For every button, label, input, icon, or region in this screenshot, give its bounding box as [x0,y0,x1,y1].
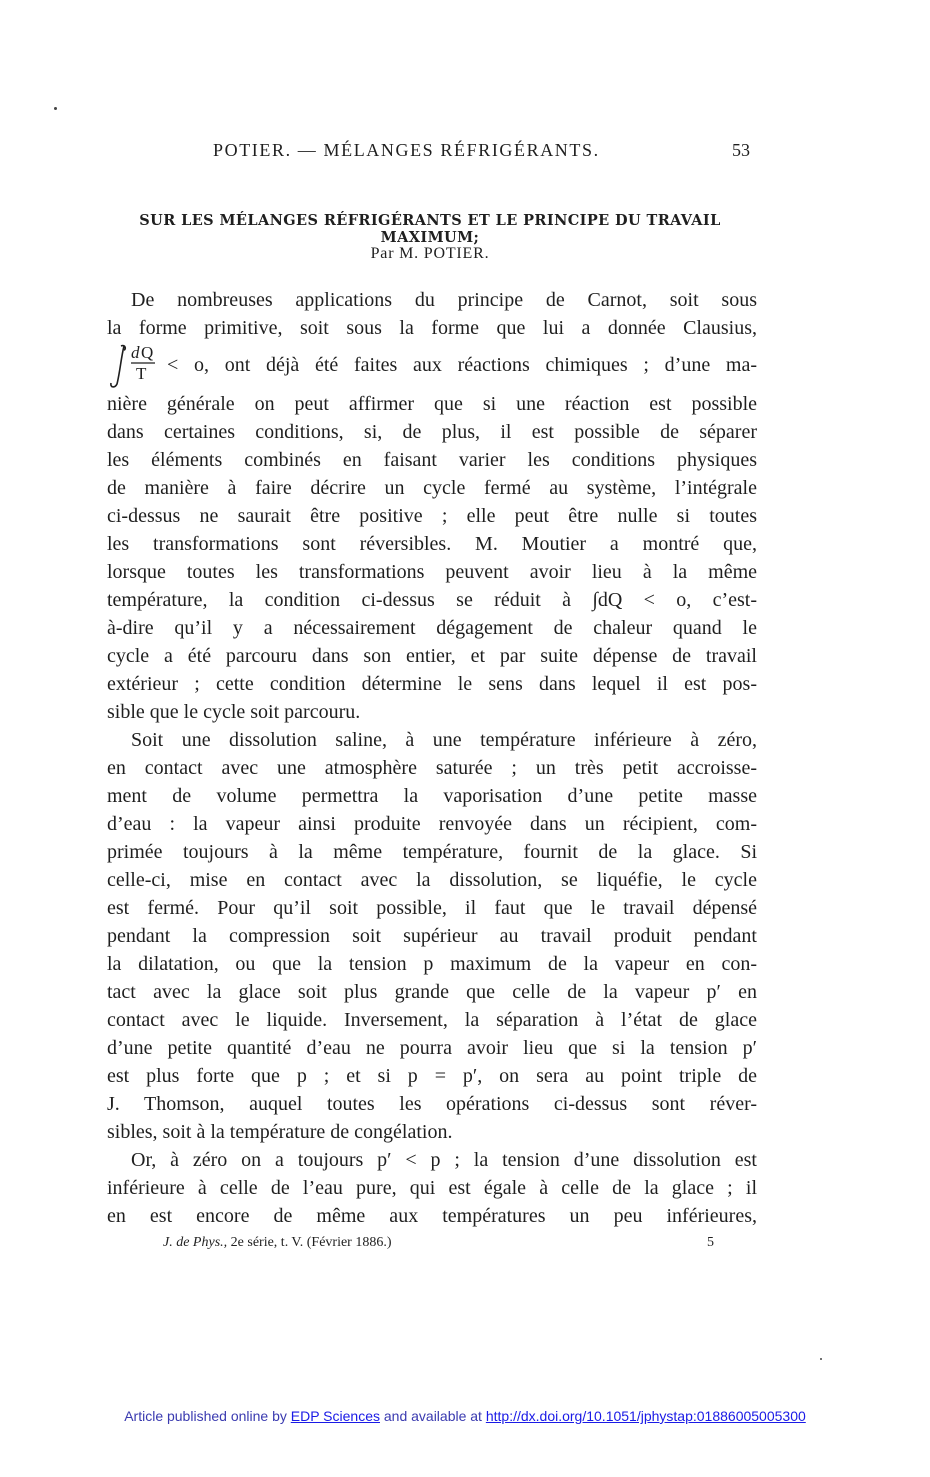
body-line: la dilatation, ou que la tension p maximum de la vapeur en con- [107,953,757,975]
body-line: sibles, soit à la température de congélation. [107,1121,453,1143]
body-line: celle-ci, mise en contact avec la dissolution, se liquéfie, le cycle [107,869,757,891]
body-line: à-dire qu’il y a nécessairement dégagement de chaleur quand le [107,617,757,639]
svg-text:T: T [136,364,147,383]
body-line: ci-dessus ne saurait être positive ; elle peut être nulle si toutes [107,505,757,527]
banner-prefix: Article published online by [124,1408,287,1424]
scan-speck [820,1358,822,1360]
publisher-link[interactable]: EDP Sciences [290,1408,380,1424]
body-line: est plus forte que p ; et si p = p′, on sera au point triple de [107,1065,757,1087]
body-line: les transformations sont réversibles. M. Moutier a montré que, [107,533,757,555]
body-line: inférieure à celle de l’eau pure, qui est égale à celle de la glace ; il [107,1177,757,1199]
page-number: 53 [732,140,750,160]
body-line: primée toujours à la même température, fournit de la glace. Si [107,841,757,863]
article-title: SUR LES MÉLANGES RÉFRIGÉRANTS ET LE PRINCIPE DU TRAVAIL MAXIMUM; [139,212,721,246]
running-head: POTIER. — MÉLANGES RÉFRIGÉRANTS. [213,140,600,160]
journal-footnote [163,1235,392,1251]
body-line: nière générale on peut affirmer que si une réaction est possible [107,393,757,415]
body-line: contact avec le liquide. Inversement, la séparation à l’état de glace [107,1009,757,1031]
body-line: ment de volume permettra la vaporisation d’une petite masse [107,785,757,807]
body-line: les éléments combinés en faisant varier les conditions physiques [107,449,757,471]
body-line: d’eau : la vapeur ainsi produite renvoyée dans un récipient, com- [107,813,757,835]
body-line: cycle a été parcouru dans son entier, et par suite dépense de travail [107,645,757,667]
body-line: Soit une dissolution saline, à une température inférieure à zéro, [131,729,757,751]
scan-speck [54,107,57,110]
doi-link[interactable]: http://dx.doi.org/10.1051/jphystap:01886005005300 [485,1408,806,1424]
body-line: de manière à faire décrire un cycle fermé au système, l’intégrale [107,477,757,499]
body-line: < o, ont déjà été faites aux réactions chimiques ; d’une ma- [167,354,757,376]
svg-text:Q: Q [141,343,154,362]
body-line: lorsque toutes les transformations peuvent avoir lieu à la même [107,561,757,583]
svg-text:d: d [131,343,140,362]
banner-middle: and available at [383,1408,482,1424]
signature-mark: 5 [707,1235,714,1250]
body-line: pendant la compression soit supérieur au travail produit pendant [107,925,757,947]
journal-name: J. de Phys., [163,1235,228,1250]
publisher-banner [0,1408,930,1424]
body-line: J. Thomson, auquel toutes les opérations ci-dessus sont réver- [107,1093,757,1115]
body-line: tact avec la glace soit plus grande que celle de la vapeur p′ en [107,981,757,1003]
body-line: est fermé. Pour qu’il soit possible, il faut que le travail dépensé [107,897,757,919]
body-line: température, la condition ci-dessus se réduit à ∫dQ < o, c’est- [107,589,757,611]
integral-formula [107,342,167,390]
author-byline: Par M. POTIER. [370,245,490,262]
body-line: en contact avec une atmosphère saturée ; un très petit accroisse- [107,757,757,779]
body-line: Or, à zéro on a toujours p′ < p ; la tension d’une dissolution est [131,1149,757,1171]
body-line: extérieur ; cette condition détermine le sens dans lequel il est pos- [107,673,757,695]
body-line: sible que le cycle soit parcouru. [107,701,361,723]
body-line: en est encore de même aux températures un peu inférieures, [107,1205,757,1227]
body-line: De nombreuses applications du principe de Carnot, soit sous [131,289,757,311]
body-line: d’une petite quantité d’eau ne pourra avoir lieu que si la tension p′ [107,1037,757,1059]
body-line: dans certaines conditions, si, de plus, il est possible de séparer [107,421,757,443]
body-line: la forme primitive, soit sous la forme que lui a donnée Clausius, [107,317,757,339]
journal-citation: 2e série, t. V. (Février 1886.) [230,1235,392,1250]
